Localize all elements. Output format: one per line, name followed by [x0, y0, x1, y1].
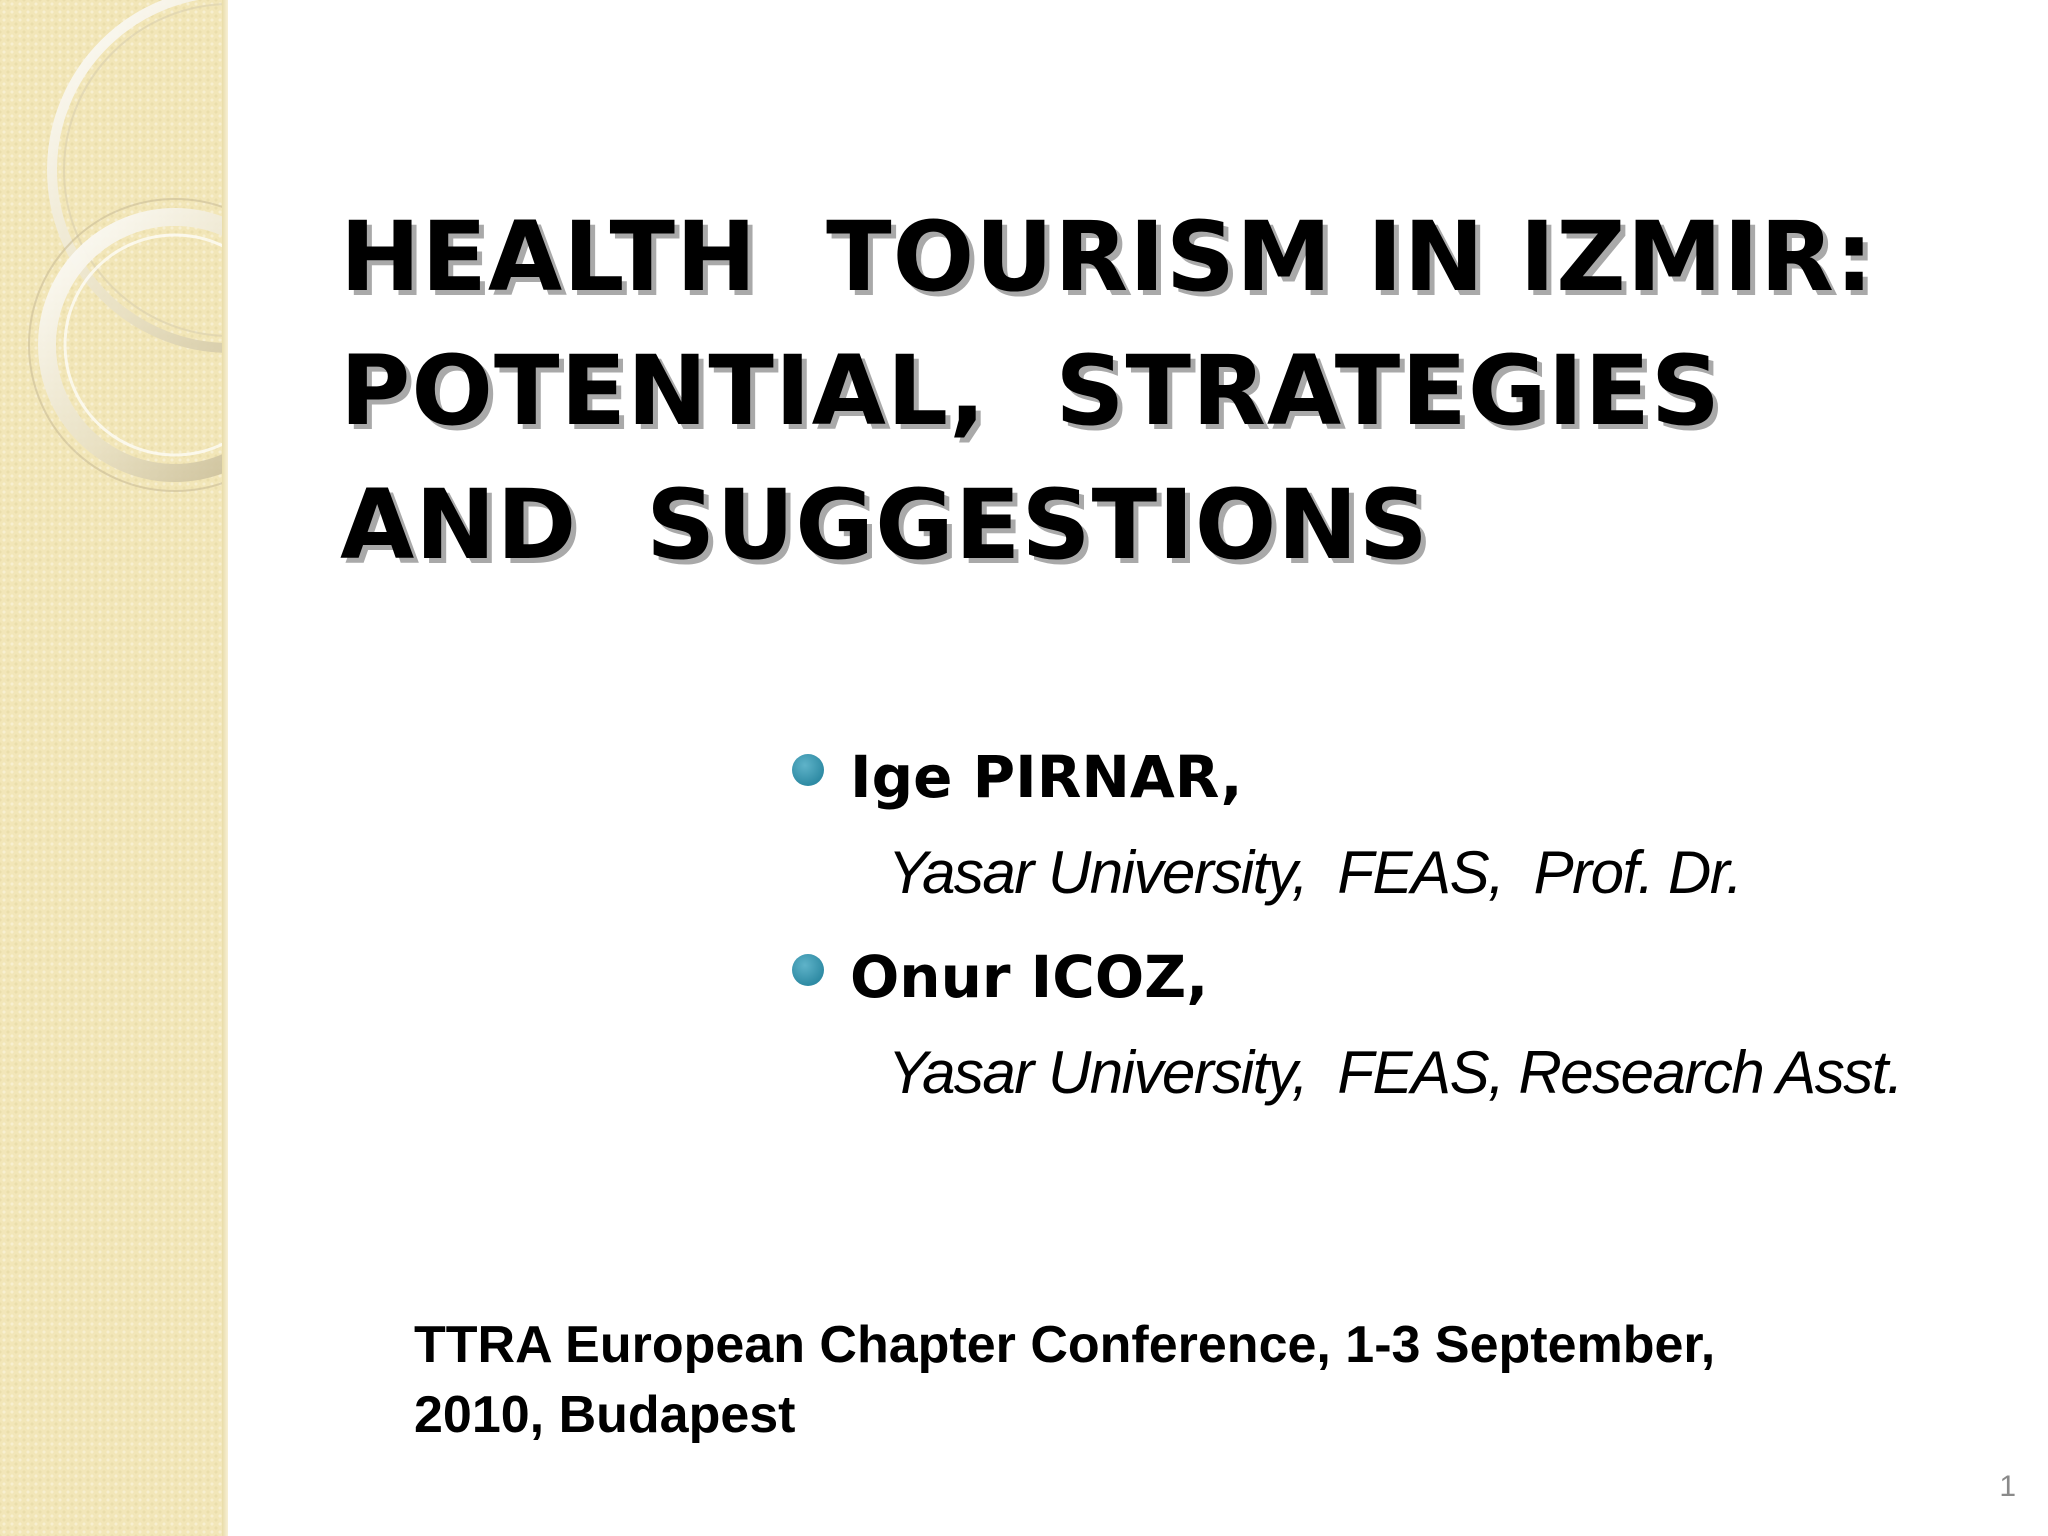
author-list — [792, 736, 1992, 1136]
conference-line: 2010, Budapest — [414, 1386, 796, 1444]
slide-title — [340, 190, 2000, 592]
title-line: AND SUGGESTIONS — [340, 469, 1429, 581]
author-name: Onur ICOZ, — [850, 943, 1209, 1011]
author-item — [792, 736, 1992, 928]
bullet-dot-icon — [792, 954, 824, 986]
author-affiliation: Yasar University, FEAS, Research Asst. — [888, 1039, 1903, 1106]
author-name-row — [792, 736, 1992, 818]
author-affiliation: Yasar University, FEAS, Prof. Dr. — [888, 839, 1742, 906]
bullet-dot-icon — [792, 754, 824, 786]
sidebar-edge — [222, 0, 228, 1536]
title-line: POTENTIAL, STRATEGIES — [340, 335, 1722, 447]
title-line: HEALTH TOURISM IN IZMIR: — [340, 201, 1875, 313]
author-item — [792, 936, 1992, 1128]
ring-decoration-icon — [0, 0, 228, 520]
conference-info — [414, 1310, 1934, 1450]
conference-line: TTRA European Chapter Conference, 1-3 September, — [414, 1316, 1716, 1374]
author-name: Ige PIRNAR, — [850, 743, 1243, 811]
author-name-row — [792, 936, 1992, 1018]
slide-number: 1 — [1999, 1470, 2016, 1503]
decorative-sidebar — [0, 0, 228, 1536]
